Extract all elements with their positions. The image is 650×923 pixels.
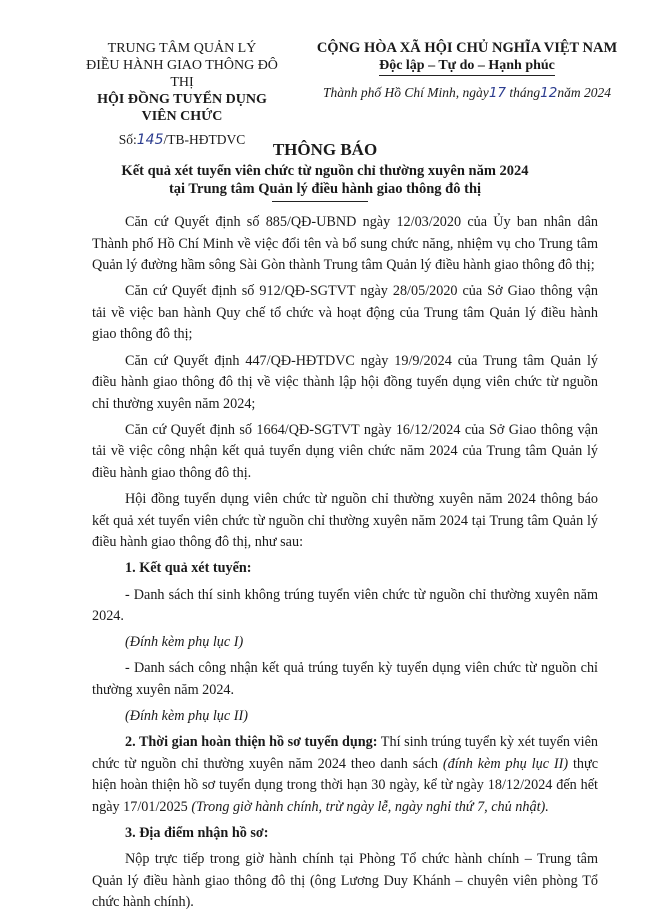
text-run: (đính kèm phụ lục II) [442, 755, 569, 772]
document-title: THÔNG BÁO [272, 140, 378, 159]
issuer-line-2: ĐIỀU HÀNH GIAO THÔNG ĐÔ THỊ [86, 58, 278, 90]
date-prefix: Thành phố Hồ Chí Minh, ngày [323, 85, 489, 100]
paragraph: - Danh sách công nhận kết quả trúng tuyển kỳ tuyển dụng viên chức từ nguồn chỉ thường xuyên năm 2024. [92, 660, 598, 698]
document-header [0, 40, 650, 148]
handwritten-number: 145 [136, 132, 164, 148]
number-suffix: /TB-HĐTDVC [163, 132, 246, 147]
issuer-block [82, 40, 282, 149]
subtitle-line-1: Kết quả xét tuyển viên chức từ nguồn chỉ thường xuyên năm 2024 [121, 163, 529, 179]
issuer-line-1: TRUNG TÂM QUẢN LÝ [107, 41, 257, 56]
paragraph [92, 732, 598, 818]
paragraph: Nộp trực tiếp trong giờ hành chính tại Phòng Tổ chức hành chính – Trung tâm Quản lý điều hành giao thông đô thị (ông Lương Duy Khánh – chuyên viên phòng Tổ chức hành chính). [92, 851, 598, 911]
title-divider [272, 201, 368, 202]
date-suffix: năm 2024 [557, 85, 611, 100]
paragraph: - Danh sách thí sinh không trúng tuyển viên chức từ nguồn chỉ thường xuyên năm 2024. [92, 586, 598, 625]
country-name: CỘNG HÒA XÃ HỘI CHỦ NGHĨA VIỆT NAM [316, 40, 618, 56]
issuer-line-3: HỘI ĐỒNG TUYỂN DỤNG VIÊN CHỨC [97, 92, 267, 124]
handwritten-month: 12 [540, 85, 558, 101]
document-subtitle [0, 162, 650, 198]
handwritten-day: 17 [488, 85, 506, 101]
document-body [92, 212, 598, 918]
text-run: thực hiện hoàn thiện hồ sơ tuyển dụng trong thời hạn 30 ngày, kể từ ngày 18/12/2024 đến hết ngày 17/01/2025 [92, 755, 599, 815]
attachment-note: (Đính kèm phụ lục I) [125, 634, 244, 651]
paragraph: Căn cứ Quyết định số 1664/QĐ-SGTVT ngày 16/12/2024 của Sở Giao thông vận tải về việc công nhận kết quả tuyển dụng viên chức năm 2024 của Trung tâm Quản lý điều hành giao thông đô thị. [92, 421, 598, 482]
section-heading: 3. Địa điểm nhận hồ sơ: [125, 824, 269, 841]
paragraph: Căn cứ Quyết định số 912/QĐ-SGTVT ngày 28/05/2020 của Sở Giao thông vận tải về việc ban hành Quy chế tổ chức và hoạt động của Trung tâm Quản lý điều hành giao thông đô thị; [92, 283, 598, 343]
national-motto: Độc lập – Tự do – Hạnh phúc [379, 57, 555, 76]
paragraph: Hội đồng tuyển dụng viên chức từ nguồn chỉ thường xuyên năm 2024 thông báo kết quả xét tuyển viên chức từ nguồn chỉ thường xuyên năm 2024 tại Trung tâm Quản lý điều hành giao thông đô thị, như sau: [92, 491, 598, 551]
paragraph: Căn cứ Quyết định 447/QĐ-HĐTDVC ngày 19/9/2024 của Trung tâm Quản lý điều hành giao thông đô thị về việc thành lập hội đồng tuyển dụng viên chức từ nguồn chỉ thường xuyên năm 2024; [92, 352, 598, 412]
text-run: Thí sinh trúng tuyển kỳ xét tuyển viên chức từ nguồn chỉ thường xuyên năm 2024 theo danh sách [92, 734, 599, 772]
issue-date [302, 84, 632, 102]
section-heading: 1. Kết quả xét tuyển: [125, 560, 252, 577]
subtitle-line-2: tại Trung tâm Quản lý điều hành giao thông đô thị [168, 181, 482, 197]
section-heading: 2. Thời gian hoàn thiện hồ sơ tuyển dụng: [125, 734, 378, 751]
attachment-note: (Đính kèm phụ lục II) [125, 707, 248, 724]
national-heading [302, 40, 632, 102]
date-mid: tháng [509, 85, 541, 100]
text-run: (Trong giờ hành chính, trừ ngày lễ, ngày nghỉ thứ 7, chủ nhật). [191, 798, 549, 815]
number-prefix: Số: [118, 132, 137, 147]
paragraph: Căn cứ Quyết định số 885/QĐ-UBND ngày 12/03/2020 của Ủy ban nhân dân Thành phố Hồ Chí Minh về việc đổi tên và bổ sung chức năng, nhiệm vụ cho Trung tâm Quản lý đường hầm sông Sài Gòn thành Trung tâm Quản lý điều hành giao thông đô thị; [92, 214, 598, 274]
